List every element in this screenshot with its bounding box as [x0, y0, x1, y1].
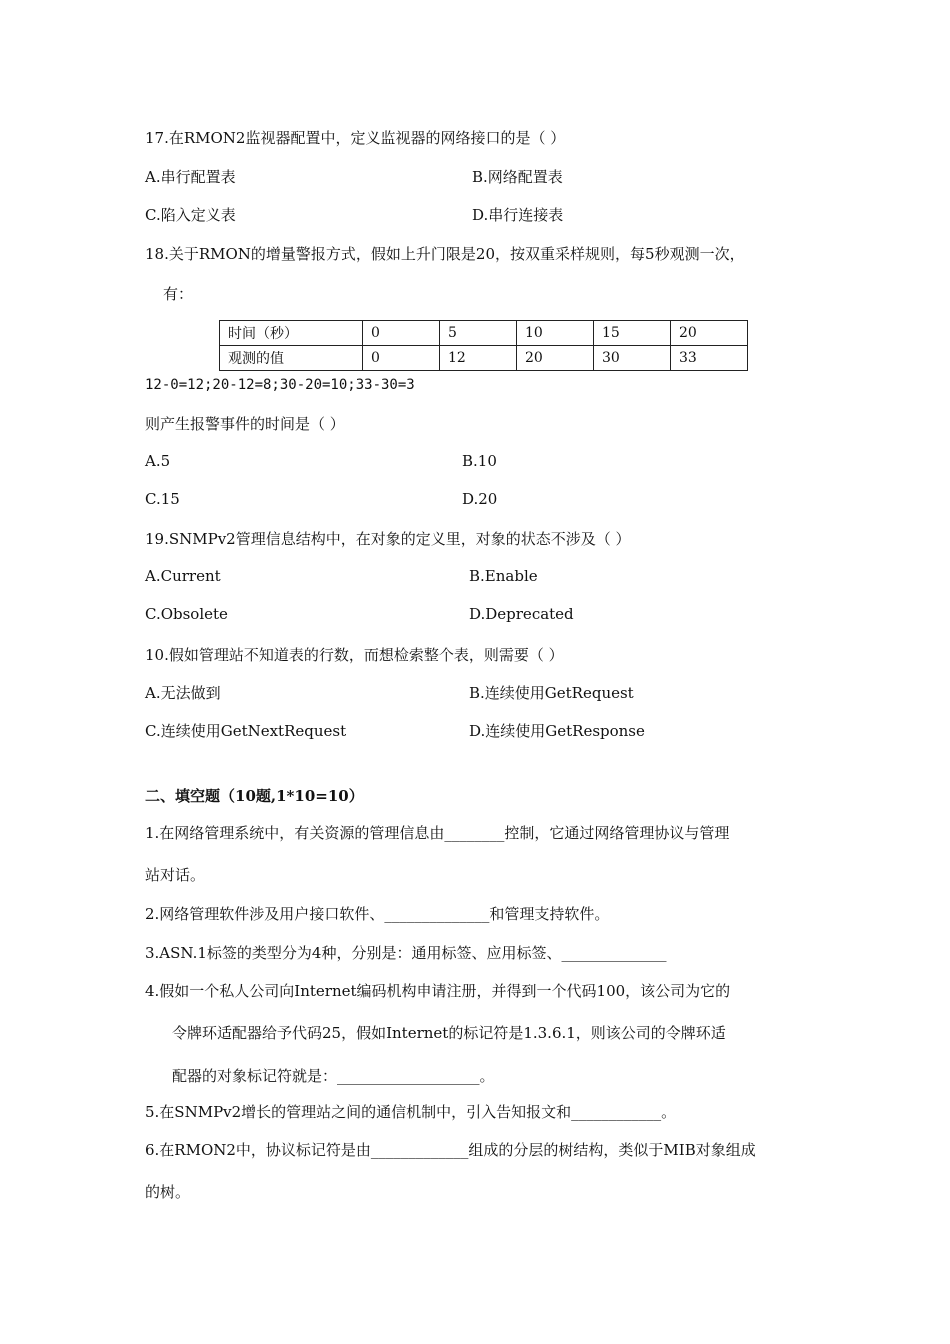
table-cell: 20 [517, 346, 594, 371]
question-18-option-b: B.10 [462, 452, 497, 470]
observation-table [219, 320, 748, 371]
question-18-option-c: C.15 [145, 490, 180, 508]
fill-item-4-line-1: 4.假如一个私人公司向Internet编码机构申请注册，并得到一个代码100，该公司为它的 [145, 982, 731, 1000]
table-cell: 0 [363, 321, 440, 346]
question-18-question: 则产生报警事件的时间是（ ） [145, 415, 345, 433]
question-18-note: 12-0=12;20-12=8;30-20=10;33-30=3 [145, 377, 415, 393]
fill-item-2: 2.网络管理软件涉及用户接口软件、______________和管理支持软件。 [145, 905, 610, 923]
section-heading: 二、填空题（10题,1*10=10） [145, 787, 364, 805]
question-19-option-a: A.Current [145, 567, 221, 585]
table-cell: 5 [440, 321, 517, 346]
question-19-option-d: D.Deprecated [469, 605, 574, 623]
question-19-stem: 19.SNMPv2管理信息结构中，在对象的定义里，对象的状态不涉及（ ） [145, 530, 631, 548]
fill-item-1-line-1: 1.在网络管理系统中，有关资源的管理信息由________控制，它通过网络管理协议与管理 [145, 824, 730, 842]
table-cell: 12 [440, 346, 517, 371]
question-17-stem: 17.在RMON2监视器配置中，定义监视器的网络接口的是（ ） [145, 129, 566, 147]
question-17-option-c: C.陷入定义表 [145, 206, 236, 224]
fill-item-5: 5.在SNMPv2增长的管理站之间的通信机制中，引入告知报文和____________。 [145, 1103, 677, 1121]
question-17-option-a: A.串行配置表 [145, 168, 236, 186]
table-cell: 时间（秒） [220, 321, 363, 346]
question-10-option-d: D.连续使用GetResponse [469, 722, 645, 740]
question-18-option-d: D.20 [462, 490, 498, 508]
question-19-option-c: C.Obsolete [145, 605, 228, 623]
fill-item-3: 3.ASN.1标签的类型分为4种，分别是：通用标签、应用标签、______________ [145, 944, 667, 962]
table-cell: 10 [517, 321, 594, 346]
table-cell: 0 [363, 346, 440, 371]
fill-item-6-line-2: 的树。 [145, 1183, 191, 1201]
question-10-stem: 10.假如管理站不知道表的行数，而想检索整个表，则需要（ ） [145, 646, 564, 664]
question-18-stem-cont: 有： [163, 285, 194, 303]
table-cell: 15 [594, 321, 671, 346]
question-10-option-a: A.无法做到 [145, 684, 221, 702]
question-18-option-a: A.5 [145, 452, 171, 470]
table-row [220, 346, 748, 371]
question-10-option-b: B.连续使用GetRequest [469, 684, 634, 702]
question-19-option-b: B.Enable [469, 567, 538, 585]
table-cell: 30 [594, 346, 671, 371]
table-cell: 20 [671, 321, 748, 346]
question-10-option-c: C.连续使用GetNextRequest [145, 722, 347, 740]
table-cell: 观测的值 [220, 346, 363, 371]
fill-item-4-line-2: 令牌环适配器给予代码25，假如Internet的标记符是1.3.6.1，则该公司的令牌环适 [172, 1024, 726, 1042]
table-row [220, 321, 748, 346]
question-17-option-b: B.网络配置表 [472, 168, 563, 186]
fill-item-4-line-3: 配器的对象标记符就是：___________________。 [172, 1067, 495, 1085]
fill-item-1-line-2: 站对话。 [145, 866, 206, 884]
question-17-option-d: D.串行连接表 [472, 206, 564, 224]
question-18-stem: 18.关于RMON的增量警报方式，假如上升门限是20，按双重采样规则，每5秒观测一次， [145, 245, 745, 263]
fill-item-6-line-1: 6.在RMON2中，协议标记符是由_____________组成的分层的树结构，类似于MIB对象组成 [145, 1141, 756, 1159]
table-cell: 33 [671, 346, 748, 371]
